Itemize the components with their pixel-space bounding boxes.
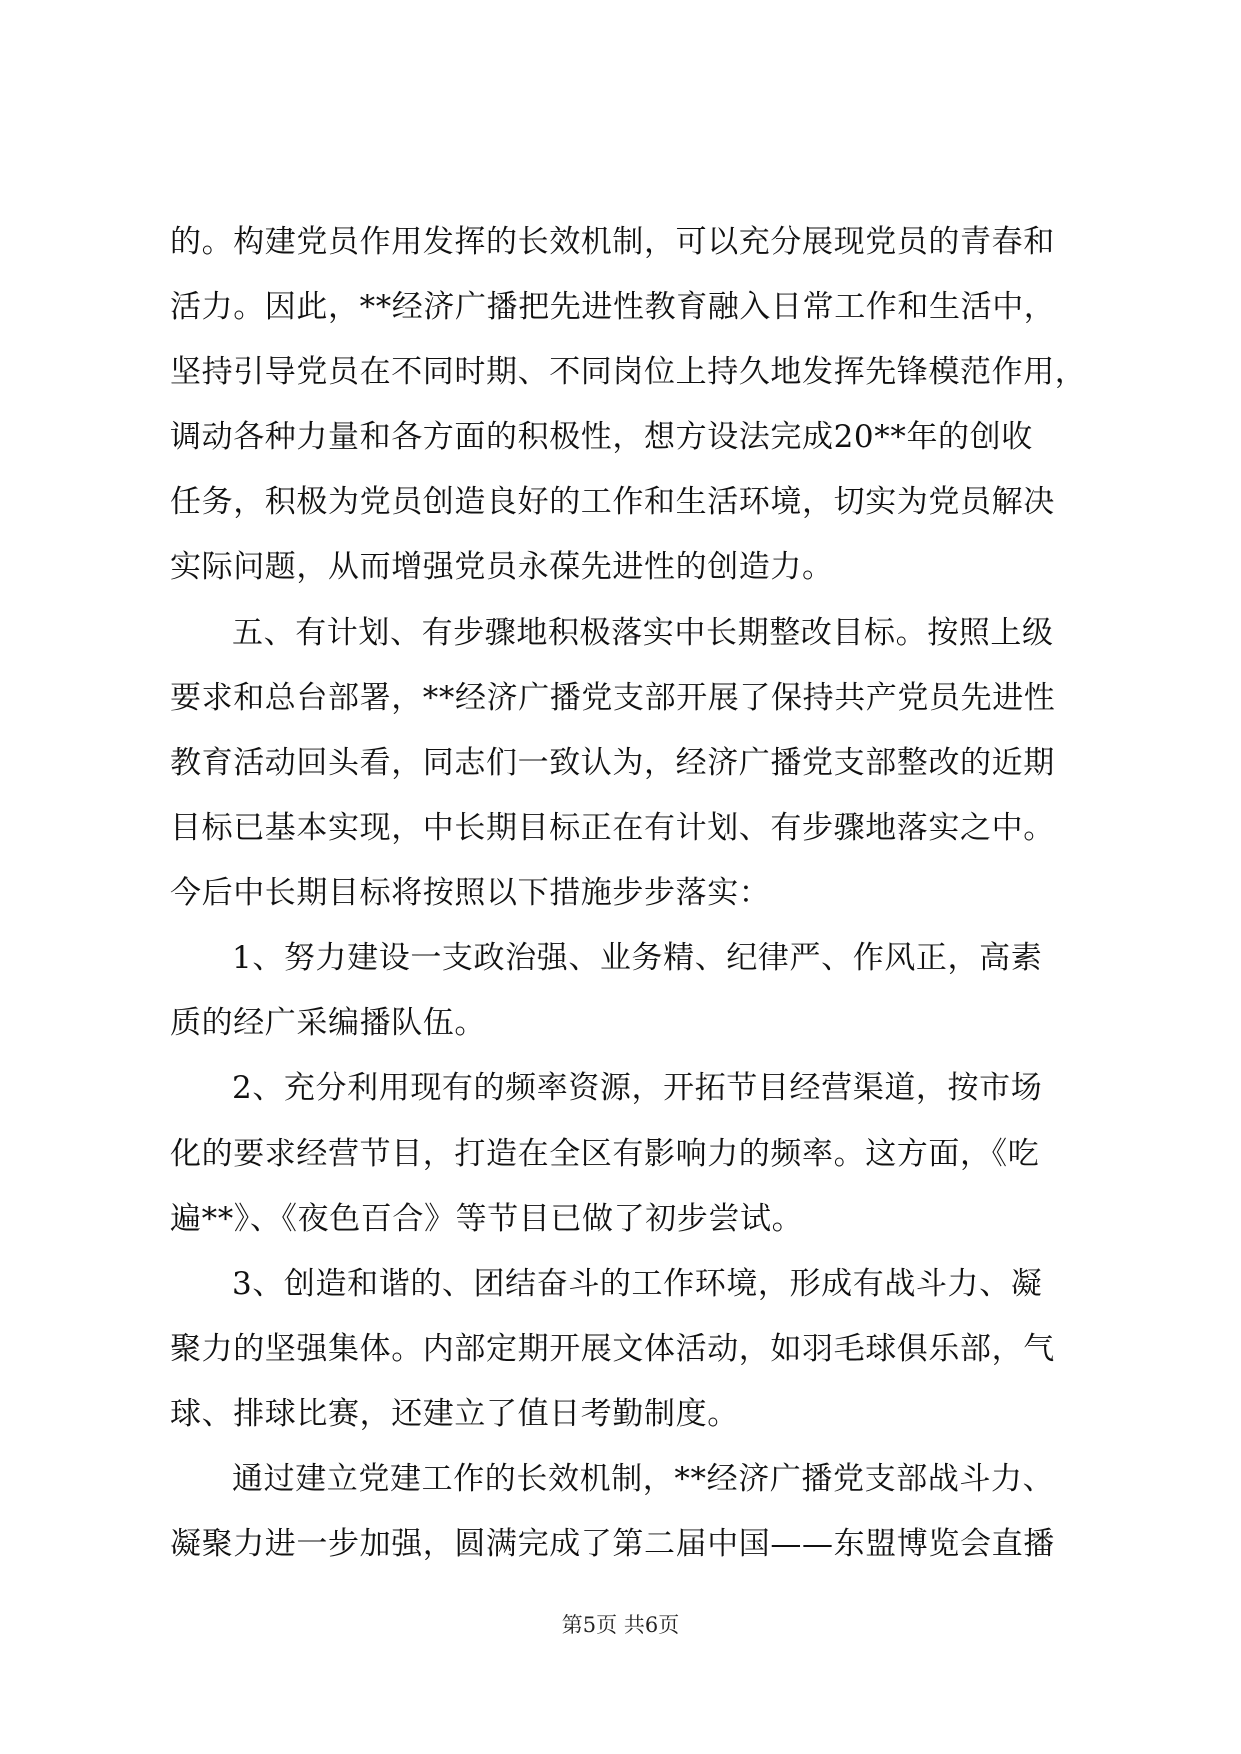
text-line: 调动各种力量和各方面的积极性，想方设法完成20**年的创收 bbox=[170, 419, 1033, 455]
text-line: 遍**》、《夜色百合》等节目已做了初步尝试。 bbox=[170, 1201, 804, 1237]
text-line: 凝聚力进一步加强，圆满完成了第二届中国——东盟博览会直播 bbox=[170, 1526, 1055, 1562]
text-line: 任务，积极为党员创造良好的工作和生活环境，切实为党员解决 bbox=[170, 484, 1055, 520]
text-line: 坚持引导党员在不同时期、不同岗位上持久地发挥先锋模范作用， bbox=[170, 354, 1087, 390]
text-line: 的。构建党员作用发挥的长效机制，可以充分展现党员的青春和 bbox=[170, 224, 1055, 260]
text-line: 3、创造和谐的、团结奋斗的工作环境，形成有战斗力、凝 bbox=[232, 1266, 1043, 1302]
text-line: 2、充分利用现有的频率资源，开拓节目经营渠道，按市场 bbox=[232, 1070, 1043, 1106]
text-line: 活力。因此，**经济广播把先进性教育融入日常工作和生活中， bbox=[170, 289, 1056, 325]
text-line: 化的要求经营节目，打造在全区有影响力的频率。这方面，《吃 bbox=[170, 1136, 1040, 1172]
text-line: 教育活动回头看，同志们一致认为，经济广播党支部整改的近期 bbox=[170, 745, 1055, 781]
text-line: 目标已基本实现，中长期目标正在有计划、有步骤地落实之中。 bbox=[170, 810, 1055, 846]
text-line: 要求和总台部署，**经济广播党支部开展了保持共产党员先进性 bbox=[170, 680, 1056, 716]
text-line: 五、有计划、有步骤地积极落实中长期整改目标。按照上级 bbox=[232, 615, 1054, 651]
text-line: 聚力的坚强集体。内部定期开展文体活动，如羽毛球俱乐部，气 bbox=[170, 1331, 1055, 1367]
text-line: 今后中长期目标将按照以下措施步步落实： bbox=[170, 875, 771, 911]
text-line: 1、努力建设一支政治强、业务精、纪律严、作风正，高素 bbox=[232, 940, 1043, 976]
text-line: 球、排球比赛，还建立了值日考勤制度。 bbox=[170, 1396, 739, 1432]
page-number-footer: 第5页 共6页 bbox=[561, 1613, 680, 1637]
text-line: 质的经广采编播队伍。 bbox=[170, 1005, 486, 1041]
text-line: 实际问题，从而增强党员永葆先进性的创造力。 bbox=[170, 549, 834, 585]
text-line: 通过建立党建工作的长效机制，**经济广播党支部战斗力、 bbox=[232, 1461, 1055, 1497]
